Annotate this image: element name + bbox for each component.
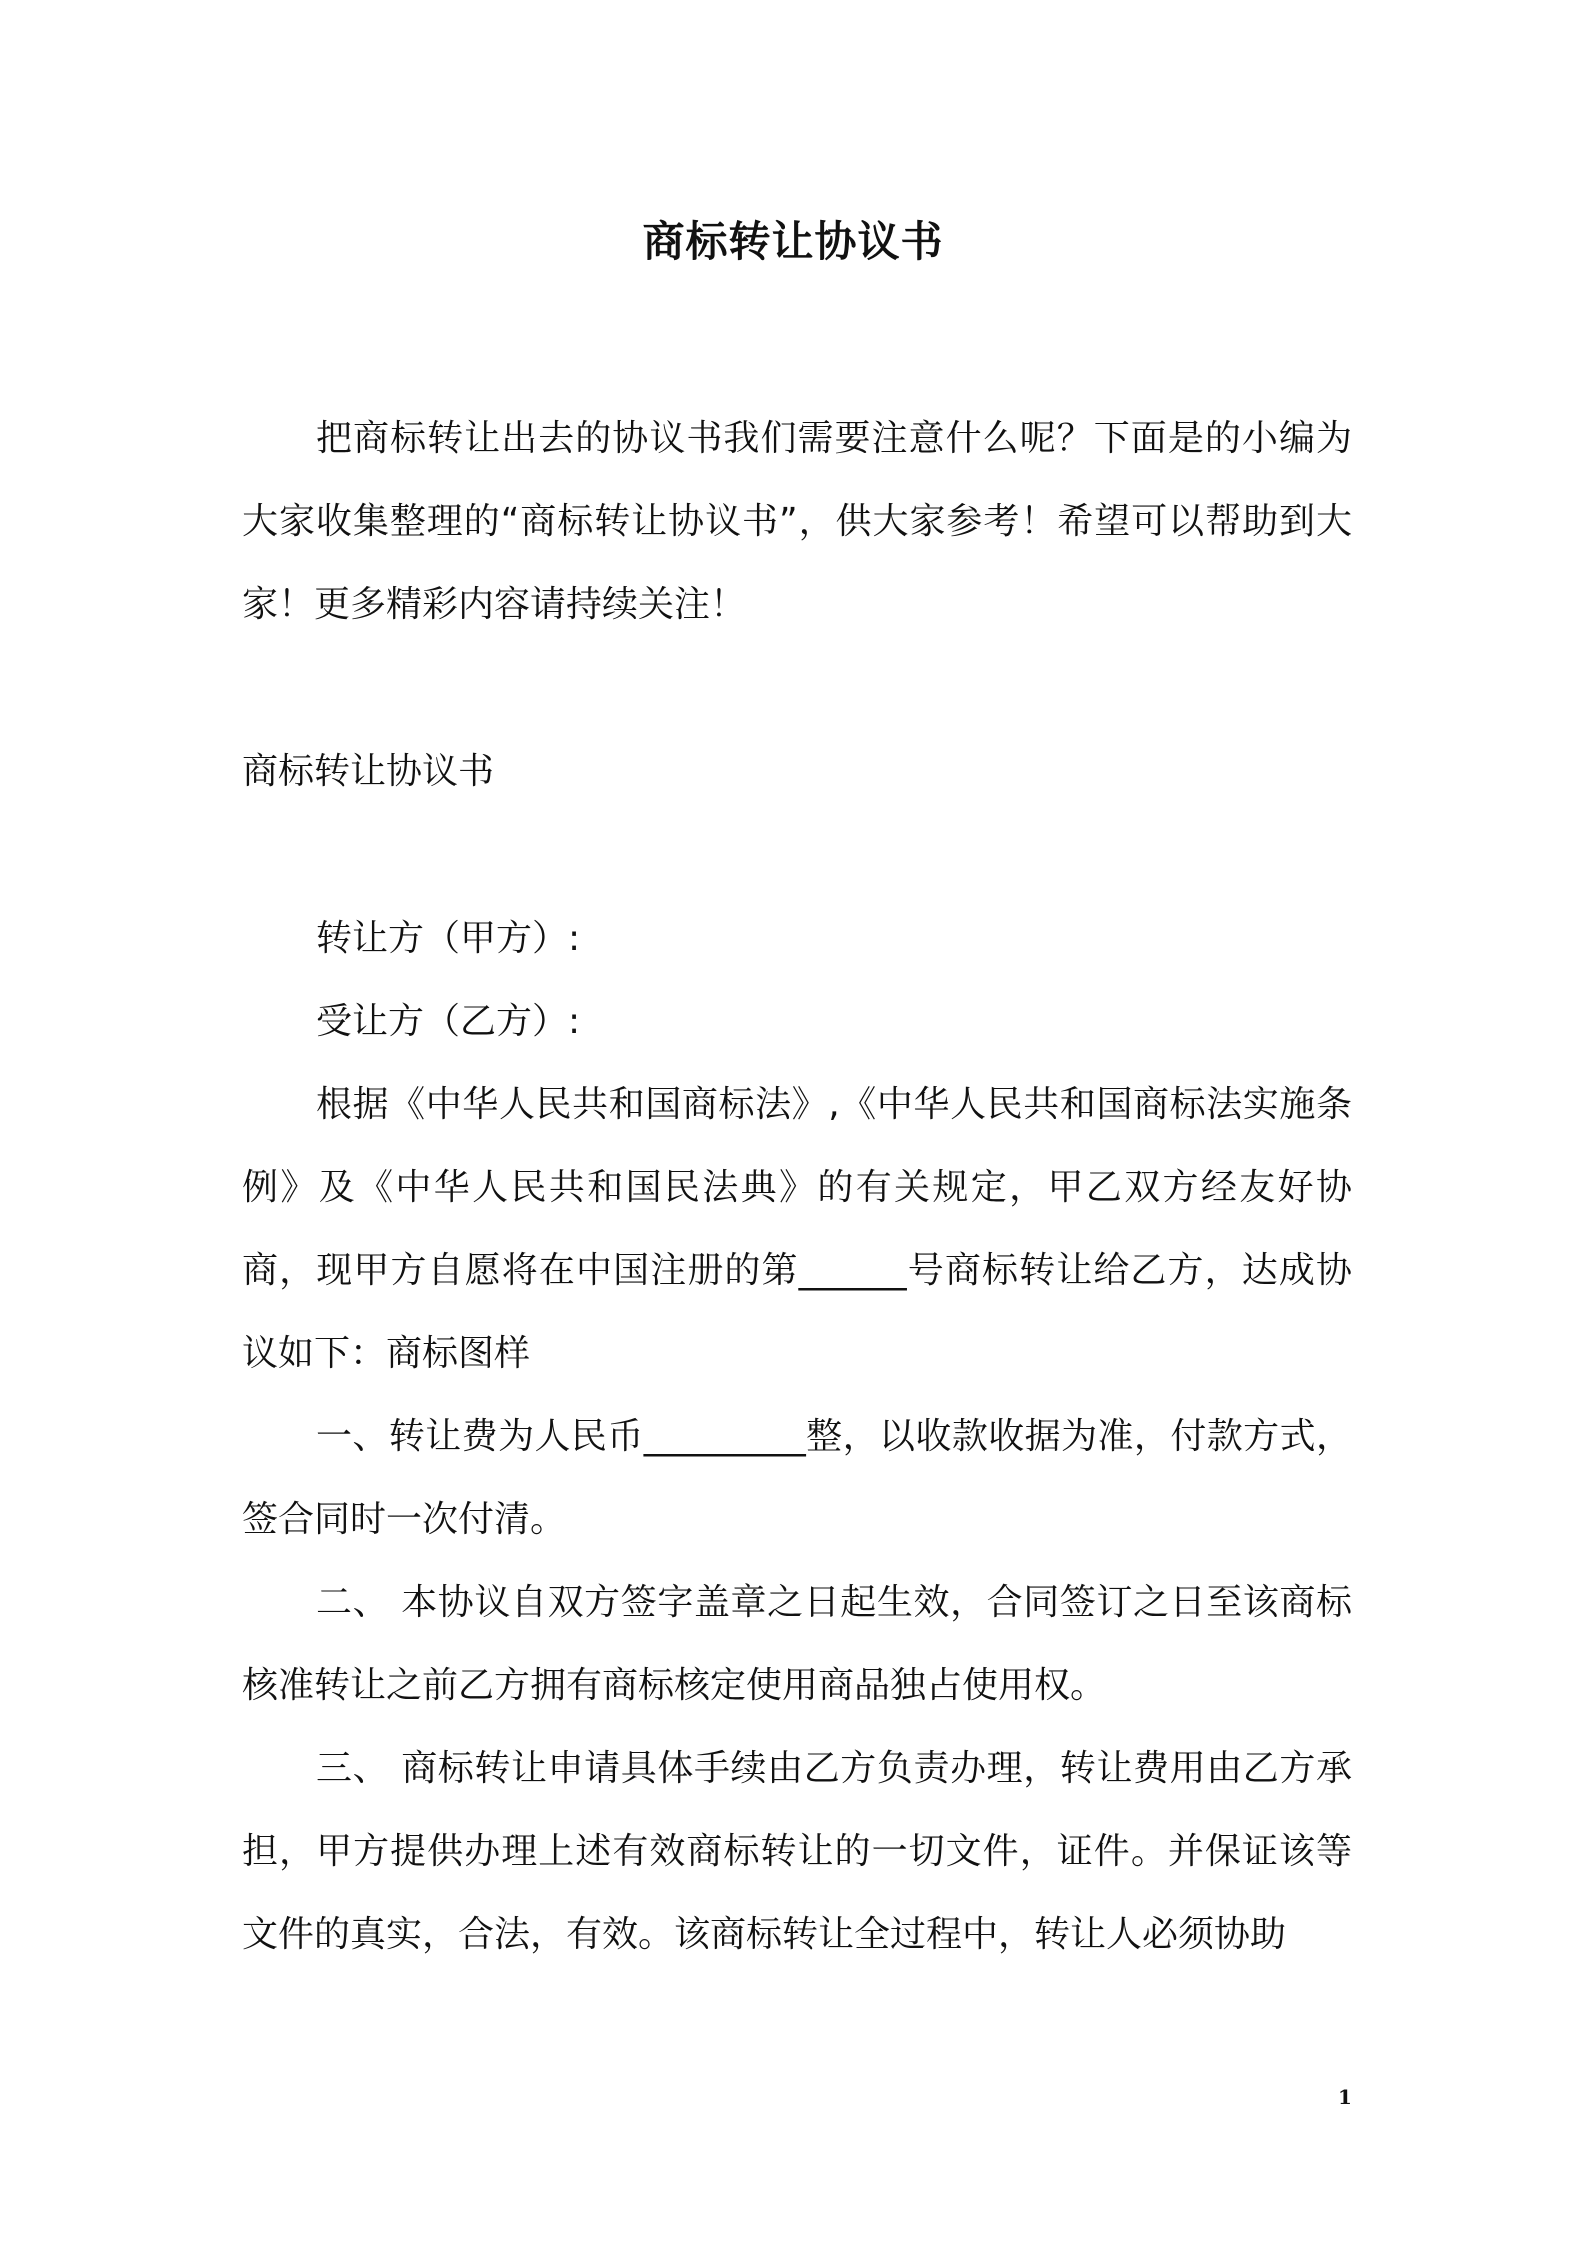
clause-one: 一、转让费为人民币_________整，以收款收据为准，付款方式，签合同时一次付清。 xyxy=(242,1416,1352,1540)
document-title: 商标转让协议书 xyxy=(642,217,944,266)
legal-basis-paragraph: 根据《中华人民共和国商标法》,《中华人民共和国商标法实施条例》及《中华人民共和国民法典》的有关规定，甲乙双方经友好协商，现甲方自愿将在中国注册的第______号商标转让给乙方，达成协议如下：商标图样 xyxy=(242,1084,1352,1374)
section-heading: 商标转让协议书 xyxy=(242,751,495,792)
intro-paragraph: 把商标转让出去的协议书我们需要注意什么呢？下面是的小编为大家收集整理的“商标转让协议书”，供大家参考！希望可以帮助到大家！更多精彩内容请持续关注！ xyxy=(242,418,1352,625)
transferor-line: 转让方（甲方）: xyxy=(316,918,581,959)
clause-two: 二、 本协议自双方签字盖章之日起生效，合同签订之日至该商标核准转让之前乙方拥有商标核定使用商品独占使用权。 xyxy=(242,1582,1352,1706)
transferee-line: 受让方（乙方）: xyxy=(316,1001,581,1042)
page-number: 1 xyxy=(1338,2085,1352,2109)
clause-three: 三、 商标转让申请具体手续由乙方负责办理，转让费用由乙方承担，甲方提供办理上述有效商标转让的一切文件，证件。并保证该等文件的真实，合法，有效。该商标转让全过程中，转让人必须协助 xyxy=(242,1748,1352,1955)
